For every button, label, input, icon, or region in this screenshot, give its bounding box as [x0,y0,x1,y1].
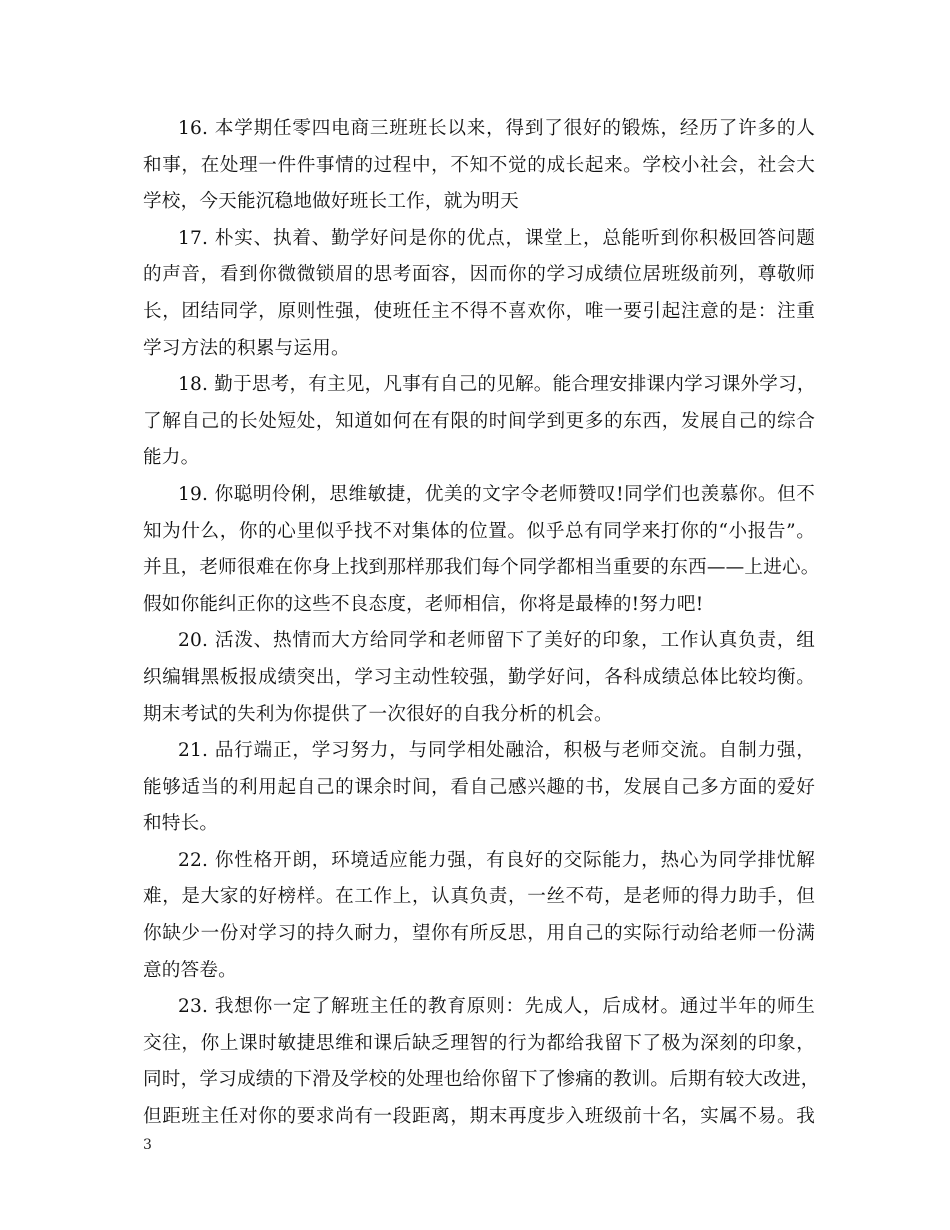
text-line: 能够适当的利用起自己的课余时间，看自己感兴趣的书，发展自己多方面的爱好 [143,776,815,798]
page-number: 3 [143,1137,152,1153]
paragraph-19 [143,477,820,623]
text-line: 意的答卷。 [143,959,237,981]
text-line: 并且，老师很难在你身上找到那样那我们每个同学都相当重要的东西——上进心。 [143,557,820,579]
text-line: 同时，学习成绩的下滑及学校的处理也给你留下了惨痛的教训。后期有较大改进， [143,1069,820,1091]
text-line: 18. 勤于思考，有主见，凡事有自己的见解。能合理安排课内学习课外学习， [178,374,816,396]
text-line: 23. 我想你一定了解班主任的教育原则：先成人，后成材。通过半年的师生 [178,996,815,1018]
text-line: 但距班主任对你的要求尚有一段距离，期末再度步入班级前十名，实属不易。我 [143,1106,815,1128]
paragraph-22 [143,843,815,989]
text-line: 长，团结同学，原则性强，使班任主不得不喜欢你，唯一要引起注意的是：注重 [143,300,815,322]
text-line: 16. 本学期任零四电商三班班长以来，得到了很好的锻炼，经历了许多的人 [178,118,815,139]
text-line: 22. 你性格开朗，环境适应能力强，有良好的交际能力，热心为同学排忧解 [178,849,815,871]
text-line: 了解自己的长处短处，知道如何在有限的时间学到更多的东西，发展自己的综合 [143,410,815,432]
paragraph-20 [143,623,815,733]
text-line: 的声音，看到你微微锁眉的思考面容，因而你的学习成绩位居班级前列，尊敬师 [143,264,815,286]
text-line: 能力。 [143,447,200,469]
text-line: 20. 活泼、热情而大方给同学和老师留下了美好的印象，工作认真负责，组 [178,630,815,652]
paragraph-16 [143,111,815,221]
text-line: 知为什么，你的心里似乎找不对集体的位置。似乎总有同学来打你的“小报告”。 [143,520,815,542]
text-line: 交往，你上课时敏捷思维和课后缺乏理智的行为都给我留下了极为深刻的印象， [143,1032,815,1054]
text-line: 和事，在处理一件件事情的过程中，不知不觉的成长起来。学校小社会，社会大 [143,154,815,176]
paragraph-23 [143,989,820,1135]
paragraph-18 [143,367,815,477]
text-line: 织编辑黑板报成绩突出，学习主动性较强，勤学好问，各科成绩总体比较均衡。 [143,666,815,688]
text-line: 你缺少一份对学习的持久耐力，望你有所反思，用自己的实际行动给老师一份满 [143,923,815,945]
text-line: 难，是大家的好榜样。在工作上，认真负责，一丝不苟，是老师的得力助手，但 [143,886,815,908]
text-line: 和特长。 [143,813,219,835]
document-body [143,111,820,1136]
paragraph-21 [143,733,815,843]
text-line: 学习方法的积累与运用。 [143,337,350,359]
text-line: 21. 品行端正，学习努力，与同学相处融洽，积极与老师交流。自制力强， [178,740,815,762]
text-line: 17. 朴实、执着、勤学好问是你的优点，课堂上，总能听到你积极回答问题 [178,227,815,249]
text-line: 期末考试的失利为你提供了一次很好的自我分析的机会。 [143,703,613,725]
text-line: 学校，今天能沉稳地做好班长工作，就为明天 [143,191,519,213]
paragraph-17 [143,221,815,367]
text-line: 假如你能纠正你的这些不良态度，老师相信，你将是最棒的!努力吧! [143,593,704,615]
text-line: 19. 你聪明伶俐，思维敏捷，优美的文字令老师赞叹!同学们也羡慕你。但不 [178,483,815,505]
